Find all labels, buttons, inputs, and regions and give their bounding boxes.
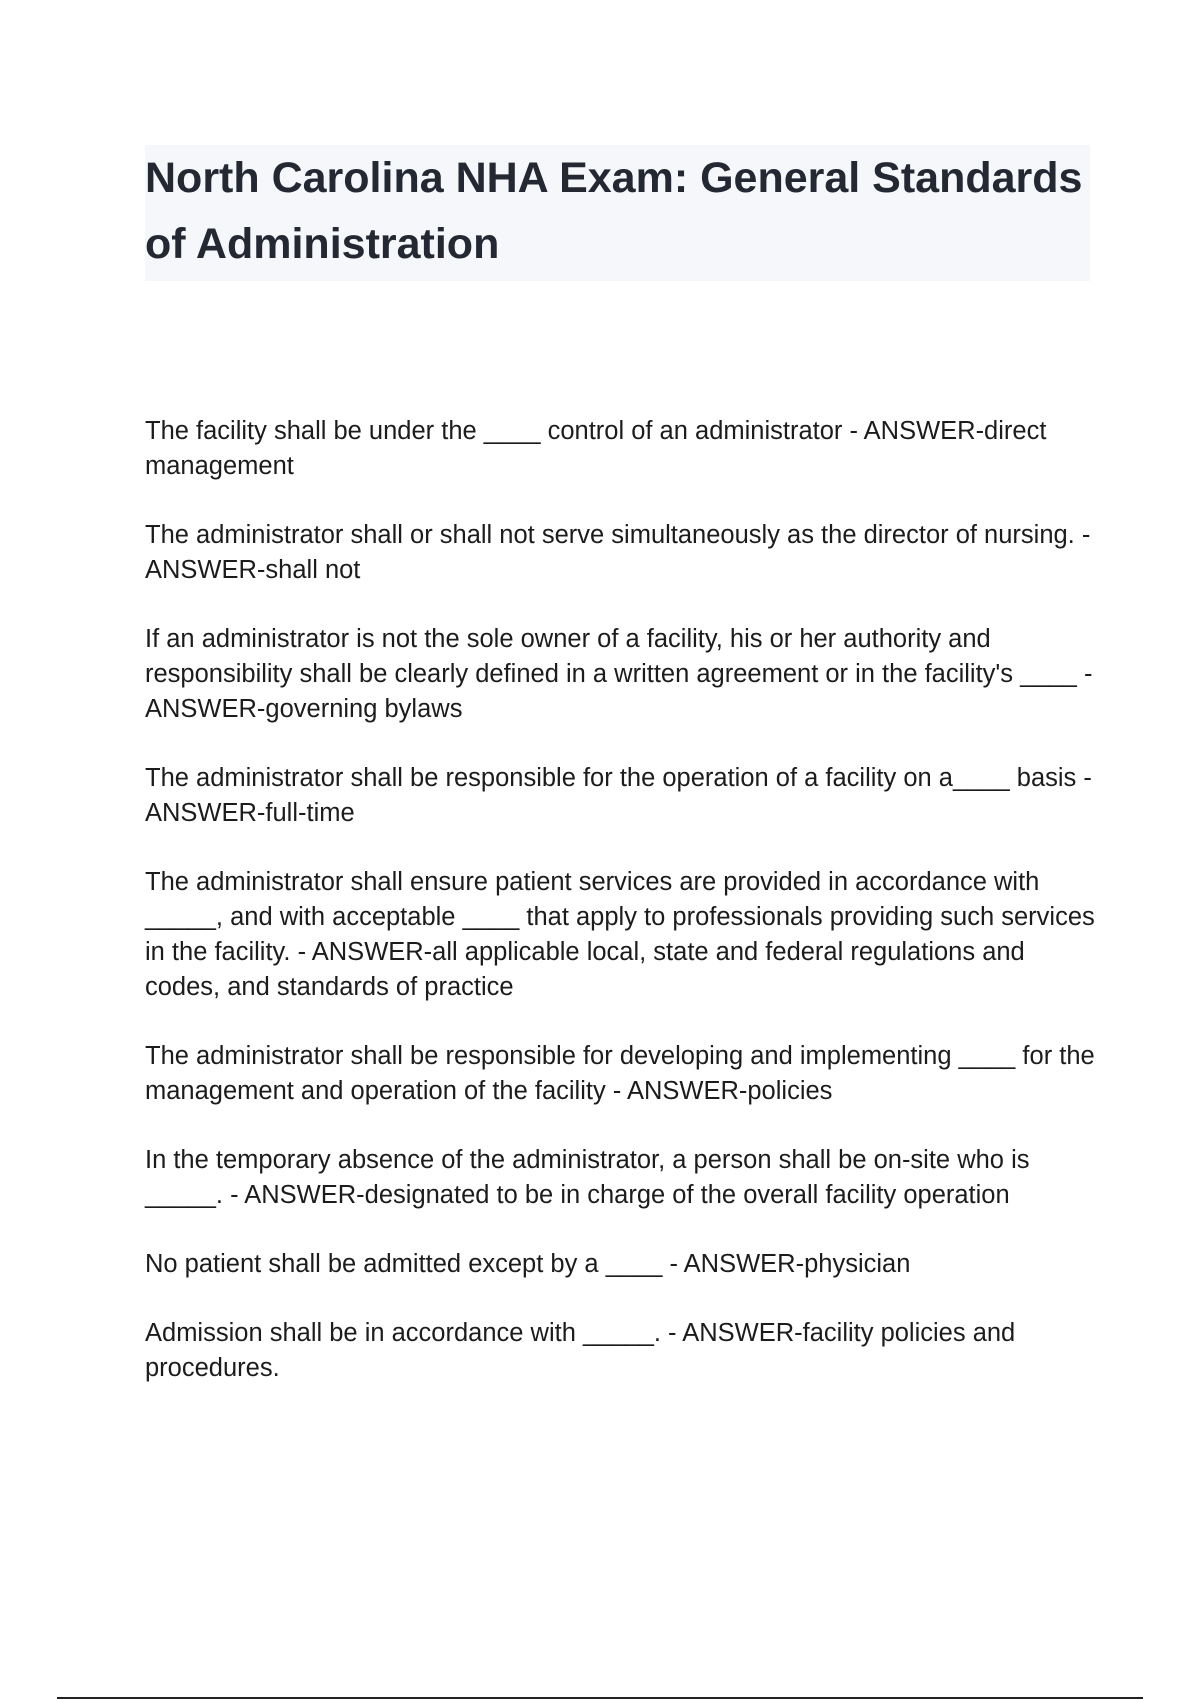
qa-item: The administrator shall be responsible for developing and implementing ____ for the management and operation of the facility - ANSWER-policies <box>145 1042 1095 1105</box>
footer-divider <box>57 1697 1143 1699</box>
document-title: North Carolina NHA Exam: General Standards of Administration <box>145 154 1083 268</box>
qa-item: If an administrator is not the sole owner of a facility, his or her authority and responsibility shall be clearly defined in a written agreement or in the facility's ____ - ANSWER-governing bylaws <box>145 625 1093 723</box>
qa-item: In the temporary absence of the administrator, a person shall be on-site who is _____. - ANSWER-designated to be in charge of the overall facility operation <box>145 1146 1030 1209</box>
qa-item: The administrator shall be responsible for the operation of a facility on a____ basis - ANSWER-full-time <box>145 764 1092 827</box>
qa-item: The administrator shall or shall not serve simultaneously as the director of nursing. - ANSWER-shall not <box>145 521 1091 584</box>
title-banner <box>145 145 1090 281</box>
qa-item: Admission shall be in accordance with _____. - ANSWER-facility policies and procedures. <box>145 1319 1016 1382</box>
qa-item: No patient shall be admitted except by a ____ - ANSWER-physician <box>145 1250 911 1278</box>
qa-item: The administrator shall ensure patient services are provided in accordance with _____, and with acceptable ____ that apply to professionals providing such services in the facility. - ANSWER-all applicable local, state and federal regulations and codes, and standards of practice <box>145 868 1095 1001</box>
question-answer-list <box>145 414 1095 1420</box>
qa-item: The facility shall be under the ____ control of an administrator - ANSWER-direct management <box>145 417 1047 480</box>
